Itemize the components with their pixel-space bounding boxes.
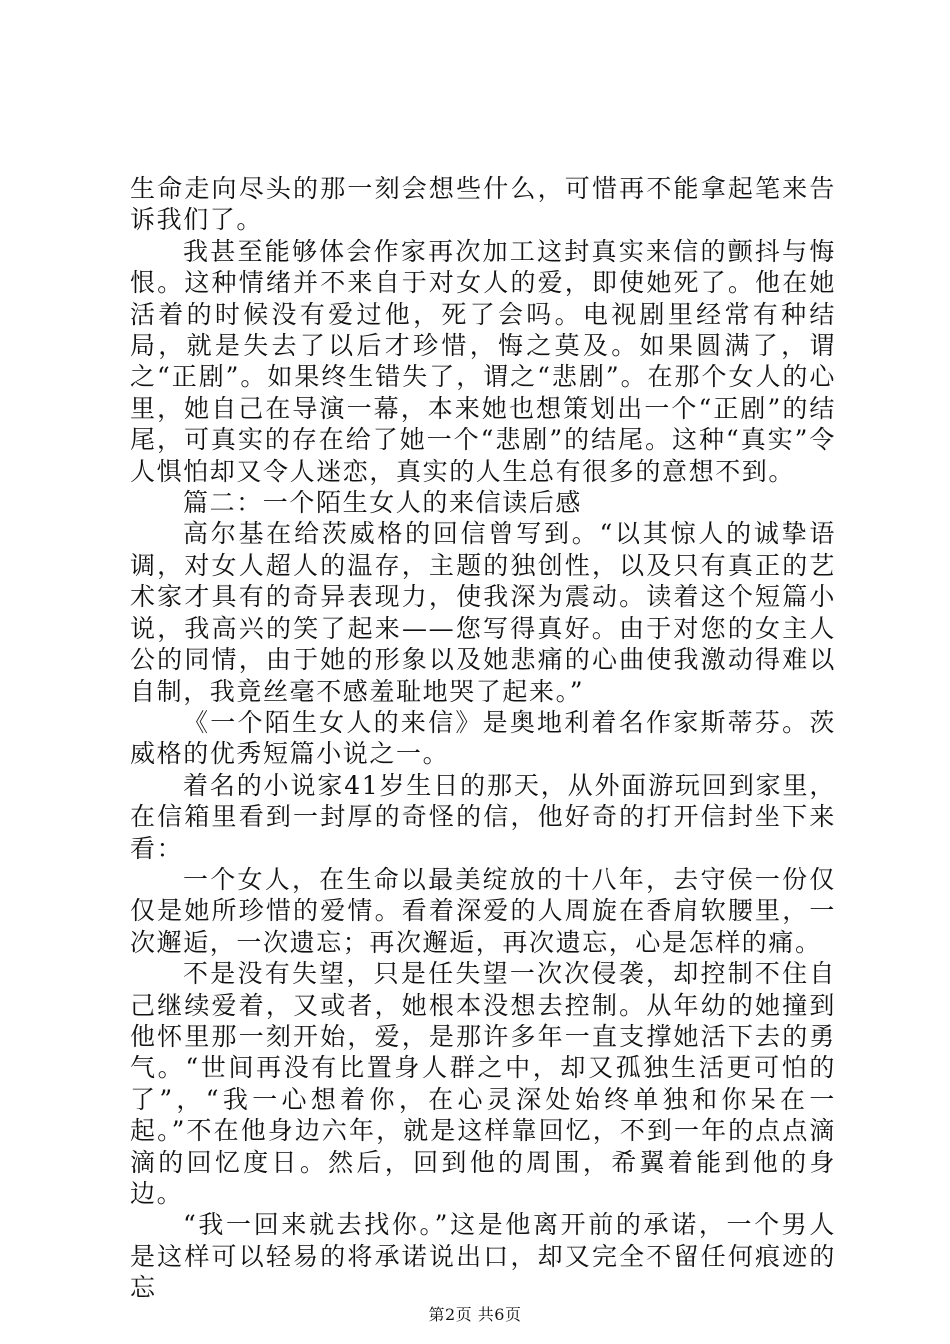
paragraph: 《一个陌生女人的来信》是奥地利着名作家斯蒂芬。茨威格的优秀短篇小说之一。	[130, 707, 836, 769]
paragraph: 一个女人，在生命以最美绽放的十八年，去守侯一份仅仅是她所珍惜的爱情。看着深爱的人周旋在香肩软腰里，一次邂逅，一次遗忘；再次邂逅，再次遗忘，心是怎样的痛。	[130, 864, 836, 957]
paragraph: 着名的小说家41岁生日的那天，从外面游玩回到家里，在信箱里看到一封厚的奇怪的信，他好奇的打开信封坐下来看：	[130, 770, 836, 863]
section-heading: 篇二：一个陌生女人的来信读后感	[183, 488, 583, 518]
paragraph: 不是没有失望，只是任失望一次次侵袭，却控制不住自己继续爱着，又或者，她根本没想去控制。从年幼的她撞到他怀里那一刻开始，爱，是那许多年一直支撑她活下去的勇气。“世间再没有比置身人群之中，却又孤独生活更可怕的了”，“我一心想着你，在心灵深处始终单独和你呆在一起。”不在他身边六年，就是这样靠回忆，不到一年的点点滴滴的回忆度日。然后，回到他的周围，希翼着能到他的身边。	[130, 959, 836, 1208]
paragraph: “我一回来就去找你。”这是他离开前的承诺，一个男人是这样可以轻易的将承诺说出口，却又完全不留任何痕迹的忘	[130, 1210, 836, 1303]
paragraph: 高尔基在给茨威格的回信曾写到。“以其惊人的诚挚语调，对女人超人的温存，主题的独创性，以及只有真正的艺术家才具有的奇异表现力，使我深为震动。读着这个短篇小说，我高兴的笑了起来——您写得真好。由于对您的女主人公的同情，由于她的形象以及她悲痛的心曲使我激动得难以自制，我竟丝毫不感羞耻地哭了起来。”	[130, 519, 836, 706]
page-number: 第2页 共6页	[428, 1305, 522, 1324]
paragraph: 我甚至能够体会作家再次加工这封真实来信的颤抖与悔恨。这种情绪并不来自于对女人的爱，即使她死了。他在她活着的时候没有爱过他，死了会吗。电视剧里经常有种结局，就是失去了以后才珍惜，悔之莫及。如果圆满了，谓之“正剧”。如果终生错失了，谓之“悲剧”。在那个女人的心里，她自己在导演一幕，本来她也想策划出一个“正剧”的结尾，可真实的存在给了她一个“悲剧”的结尾。这种“真实”令人惧怕却又令人迷恋，真实的人生总有很多的意想不到。	[130, 236, 836, 486]
document-body	[130, 173, 836, 1304]
paragraph: 生命走向尽头的那一刻会想些什么，可惜再不能拿起笔来告诉我们了。	[130, 174, 836, 235]
